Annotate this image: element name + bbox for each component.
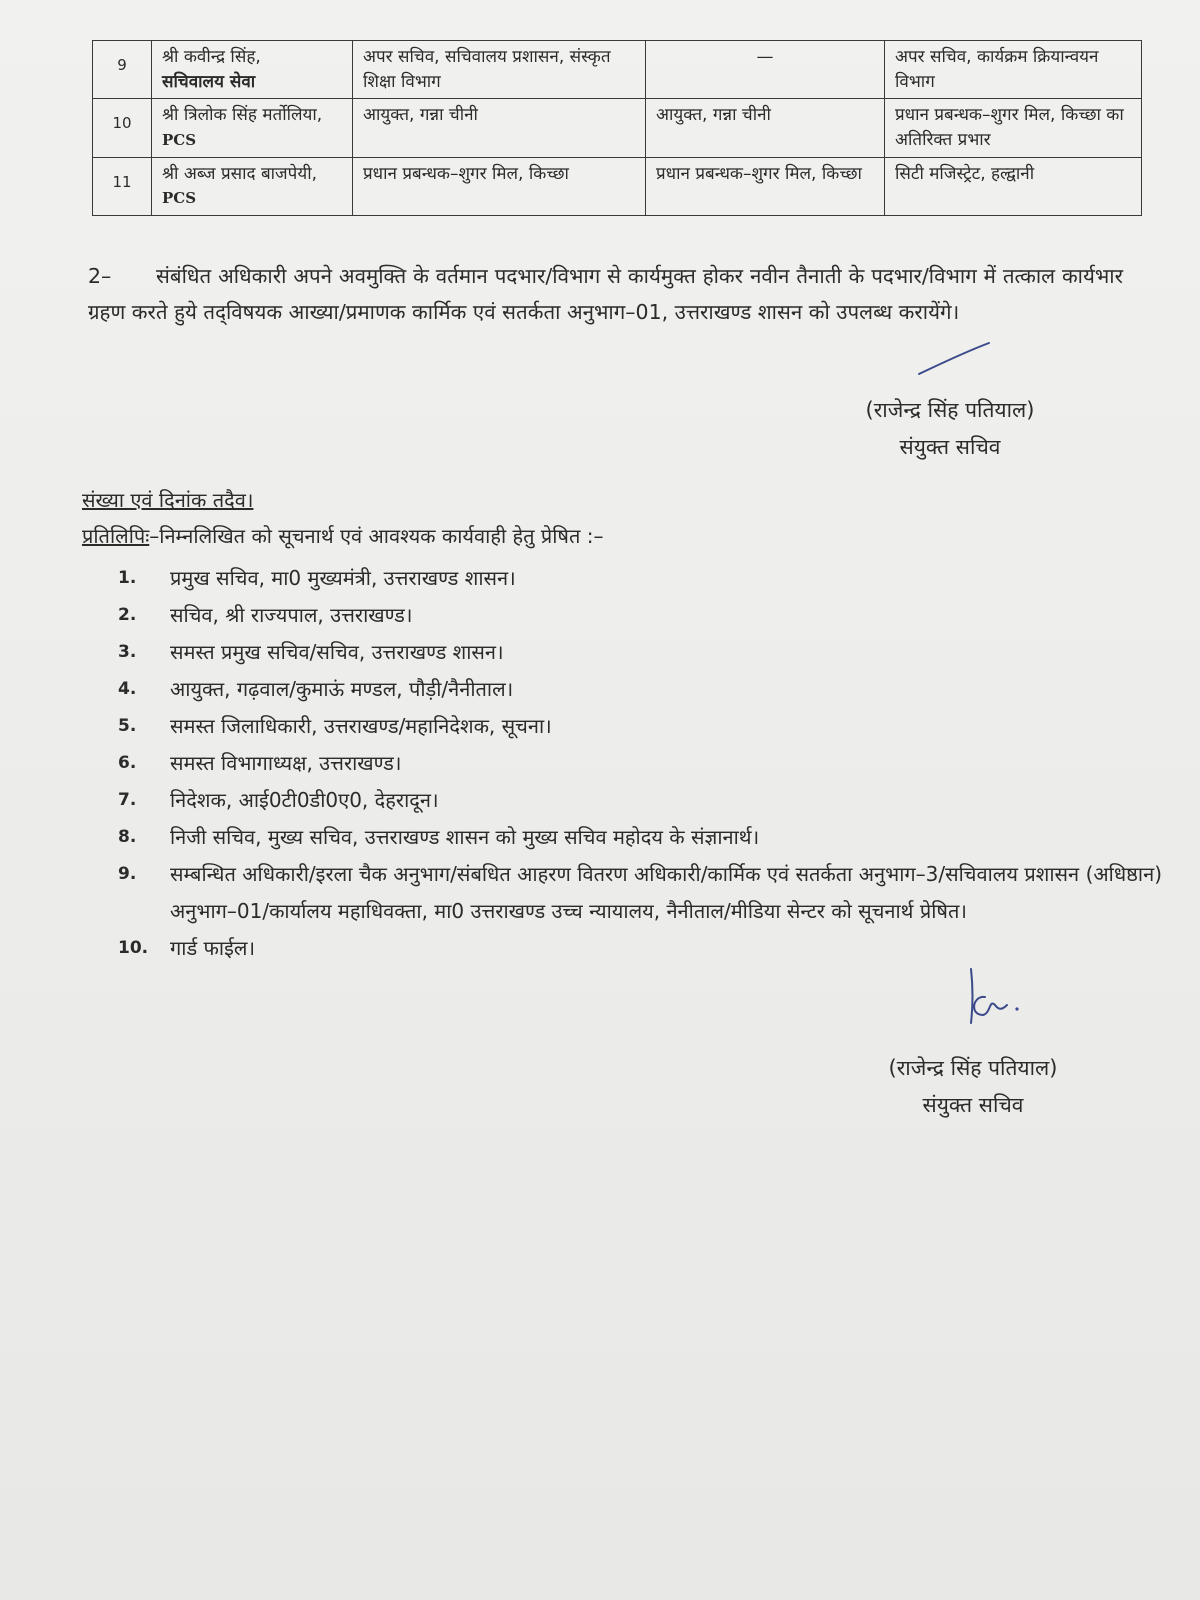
current-post-cell: अपर सचिव, सचिवालय प्रशासन, संस्कृत शिक्षा विभाग [353, 41, 646, 99]
officer-name: श्री त्रिलोक सिंह मर्तोलिया, [162, 105, 323, 126]
officer-name-cell [152, 41, 353, 99]
item-text: निदेशक, आई0टी0डी0ए0, देहरादून। [170, 788, 439, 812]
item-number: 4. [118, 679, 137, 699]
new-post-cell: सिटी मजिस्ट्रेट, हल्द्वानी [885, 157, 1142, 215]
list-item [112, 819, 1162, 856]
item-text: समस्त विभागाध्यक्ष, उत्तराखण्ड। [170, 751, 402, 775]
list-item [112, 856, 1162, 930]
relieved-post-cell: प्रधान प्रबन्धक–शुगर मिल, किच्छा [646, 157, 885, 215]
list-item [112, 782, 1162, 819]
officer-name: श्री अब्ज प्रसाद बाजपेयी, [162, 163, 317, 184]
officer-service: PCS [162, 130, 197, 149]
item-number: 6. [118, 753, 137, 773]
item-number: 9. [118, 864, 137, 884]
signature-mark [915, 340, 995, 380]
new-post-cell: अपर सचिव, कार्यक्रम क्रियान्वयन विभाग [885, 41, 1142, 99]
list-item [112, 560, 1162, 597]
signature-block [858, 1050, 1088, 1124]
item-text: प्रमुख सचिव, मा0 मुख्यमंत्री, उत्तराखण्ड शासन। [170, 566, 516, 590]
copy-to-heading-text: –निम्नलिखित को सूचनार्थ एवं आवश्यक कार्यवाही हेतु प्रेषित :– [149, 524, 604, 548]
list-item [112, 930, 1162, 967]
signatory-name: (राजेन्द्र सिंह पतियाल) [865, 398, 1035, 422]
table-row [93, 157, 1142, 215]
relieved-post-cell: — [646, 41, 885, 99]
signature-block [835, 392, 1065, 466]
table-row [93, 99, 1142, 157]
item-number: 2. [118, 605, 137, 625]
officer-name-cell [152, 99, 353, 157]
list-item [112, 671, 1162, 708]
item-number: 7. [118, 790, 137, 810]
item-text: समस्त जिलाधिकारी, उत्तराखण्ड/महानिदेशक, सूचना। [170, 714, 552, 738]
row-number: 11 [93, 157, 152, 215]
item-text: आयुक्त, गढ़वाल/कुमाऊं मण्डल, पौड़ी/नैनीताल। [170, 677, 514, 701]
list-item [112, 708, 1162, 745]
list-item [112, 745, 1162, 782]
item-text: समस्त प्रमुख सचिव/सचिव, उत्तराखण्ड शासन। [170, 640, 504, 664]
item-text: गार्ड फाईल। [170, 936, 256, 960]
paragraph-number: 2– [88, 264, 112, 288]
item-text: सचिव, श्री राज्यपाल, उत्तराखण्ड। [170, 603, 413, 627]
officer-name-cell [152, 157, 353, 215]
new-post-cell: प्रधान प्रबन्धक–शुगर मिल, किच्छा का अतिरिक्त प्रभार [885, 99, 1142, 157]
item-text: सम्बन्धित अधिकारी/इरला चैक अनुभाग/संबधित आहरण वितरण अधिकारी/कार्मिक एवं सतर्कता अनुभाग–3/सचिवालय प्रशासन (अधिष्ठान) अनुभाग–01/कार्यालय महाधिवक्ता, मा0 उत्तराखण्ड उच्च न्यायालय, नैनीताल/मीडिया सेन्टर को सूचनार्थ प्रेषित। [170, 862, 1162, 923]
item-number: 3. [118, 642, 137, 662]
row-number: 10 [93, 99, 152, 157]
instruction-paragraph [88, 258, 1123, 330]
reference-line: संख्या एवं दिनांक तदैव। [82, 488, 254, 512]
current-post-cell: प्रधान प्रबन्धक–शुगर मिल, किच्छा [353, 157, 646, 215]
paragraph-text: संबंधित अधिकारी अपने अवमुक्ति के वर्तमान पदभार/विभाग से कार्यमुक्त होकर नवीन तैनाती के पदभार/विभाग में तत्काल कार्यभार ग्रहण करते हुये तद्‌विषयक आख्या/प्रमाणक कार्मिक एवं सतर्कता अनुभाग–01, उत्तराखण्ड शासन को उपलब्ध करायेंगे। [88, 264, 1123, 324]
list-item [112, 597, 1162, 634]
copy-to-label: प्रतिलिपिः [82, 524, 150, 548]
signatory-name: (राजेन्द्र सिंह पतियाल) [888, 1056, 1058, 1080]
officer-name: श्री कवीन्द्र सिंह, [162, 47, 261, 67]
officer-service: सचिवालय सेवा [162, 71, 256, 92]
signature-mark [965, 965, 1035, 1035]
copy-to-heading [82, 522, 603, 549]
signatory-designation: संयुक्त सचिव [922, 1093, 1024, 1117]
row-number: 9 [93, 41, 152, 99]
recipient-list [112, 560, 1162, 967]
relieved-post-cell: आयुक्त, गन्ना चीनी [646, 99, 885, 157]
table-row [93, 41, 1142, 99]
signatory-designation: संयुक्त सचिव [899, 435, 1001, 459]
officer-service: PCS [162, 189, 197, 208]
item-number: 8. [118, 827, 137, 847]
item-number: 5. [118, 716, 137, 736]
item-number: 10. [118, 938, 149, 958]
item-number: 1. [118, 568, 137, 588]
postings-table [92, 40, 1142, 216]
list-item [112, 634, 1162, 671]
current-post-cell: आयुक्त, गन्ना चीनी [353, 99, 646, 157]
item-text: निजी सचिव, मुख्य सचिव, उत्तराखण्ड शासन को मुख्य सचिव महोदय के संज्ञानार्थ। [170, 825, 760, 849]
